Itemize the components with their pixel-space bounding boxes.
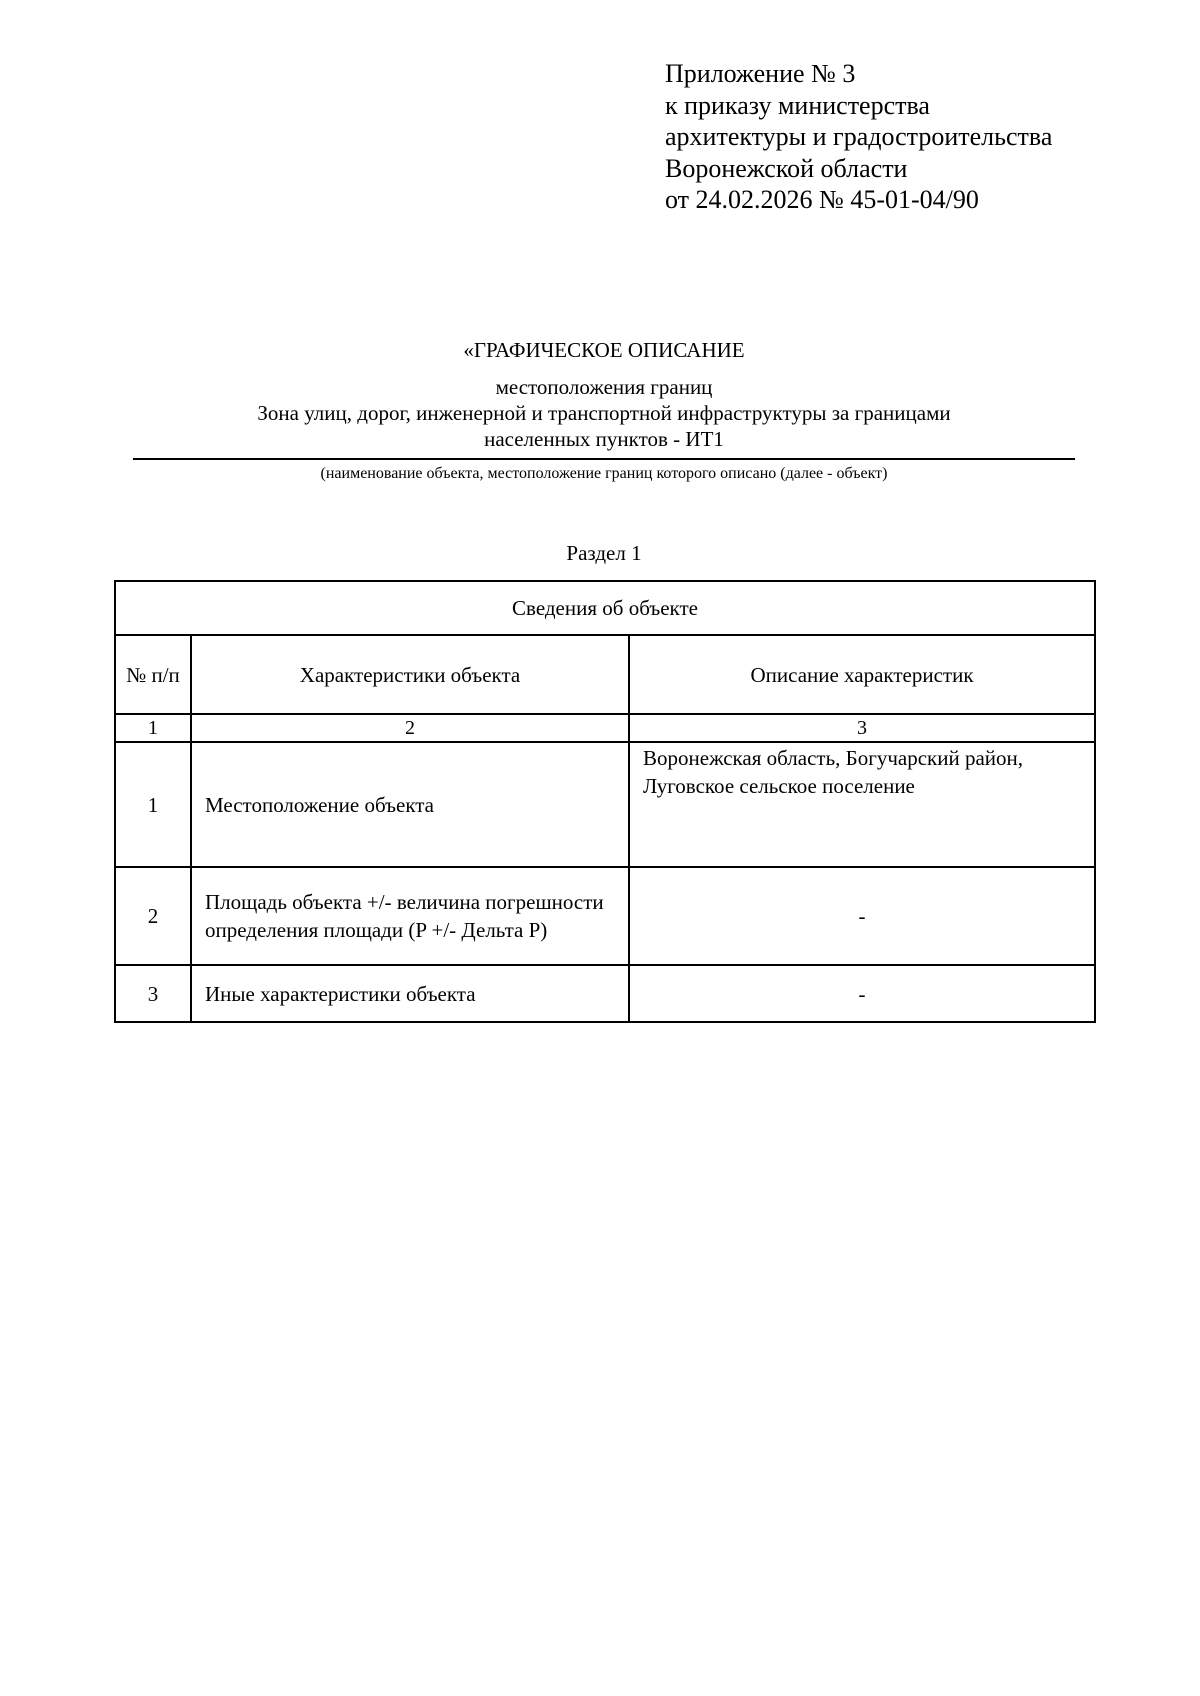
header-characteristic: Характеристики объекта bbox=[191, 635, 629, 714]
table-row bbox=[115, 867, 1095, 965]
column-number-row bbox=[115, 714, 1095, 742]
appendix-line: от 24.02.2026 № 45-01-04/90 bbox=[665, 185, 979, 214]
appendix-line: Воронежской области bbox=[665, 153, 908, 183]
row-description: - bbox=[629, 867, 1095, 965]
title-block bbox=[133, 337, 1075, 484]
row-description: - bbox=[629, 965, 1095, 1022]
row-description: Воронежская область, Богучарский район, Луговское сельское поселение bbox=[629, 742, 1095, 867]
column-number: 2 bbox=[191, 714, 629, 742]
row-characteristic: Местоположение объекта bbox=[191, 742, 629, 867]
document-title: «ГРАФИЧЕСКОЕ ОПИСАНИЕ bbox=[463, 338, 745, 362]
table-header-row bbox=[115, 635, 1095, 714]
row-num: 3 bbox=[115, 965, 191, 1022]
table-row bbox=[115, 965, 1095, 1022]
appendix-line: архитектуры и градостроительства bbox=[665, 122, 1053, 151]
row-num: 2 bbox=[115, 867, 191, 965]
appendix-line: к приказу министерства bbox=[665, 90, 930, 120]
object-info-table bbox=[114, 580, 1096, 1023]
object-name-line: Зона улиц, дорог, инженерной и транспортной инфраструктуры за границами bbox=[257, 401, 951, 425]
row-characteristic: Иные характеристики объекта bbox=[191, 965, 629, 1022]
table-caption: Сведения об объекте bbox=[115, 581, 1095, 635]
row-num: 1 bbox=[115, 742, 191, 867]
row-characteristic: Площадь объекта +/- величина погрешности определения площади (P +/- Дельта P) bbox=[191, 867, 629, 965]
table-caption-row bbox=[115, 581, 1095, 635]
appendix-block bbox=[665, 58, 1052, 216]
object-name-line: населенных пунктов - ИТ1 bbox=[484, 427, 724, 451]
header-description: Описание характеристик bbox=[629, 635, 1095, 714]
column-number: 1 bbox=[115, 714, 191, 742]
document-subtitle: местоположения границ bbox=[495, 375, 713, 399]
table-row bbox=[115, 742, 1095, 867]
column-number: 3 bbox=[629, 714, 1095, 742]
section-label: Раздел 1 bbox=[566, 541, 642, 565]
object-name-caption: (наименование объекта, местоположение границ которого описано (далее - объект) bbox=[320, 465, 888, 482]
header-num: № п/п bbox=[115, 635, 191, 714]
appendix-line: Приложение № 3 bbox=[665, 59, 856, 88]
underline-rule bbox=[133, 458, 1075, 460]
